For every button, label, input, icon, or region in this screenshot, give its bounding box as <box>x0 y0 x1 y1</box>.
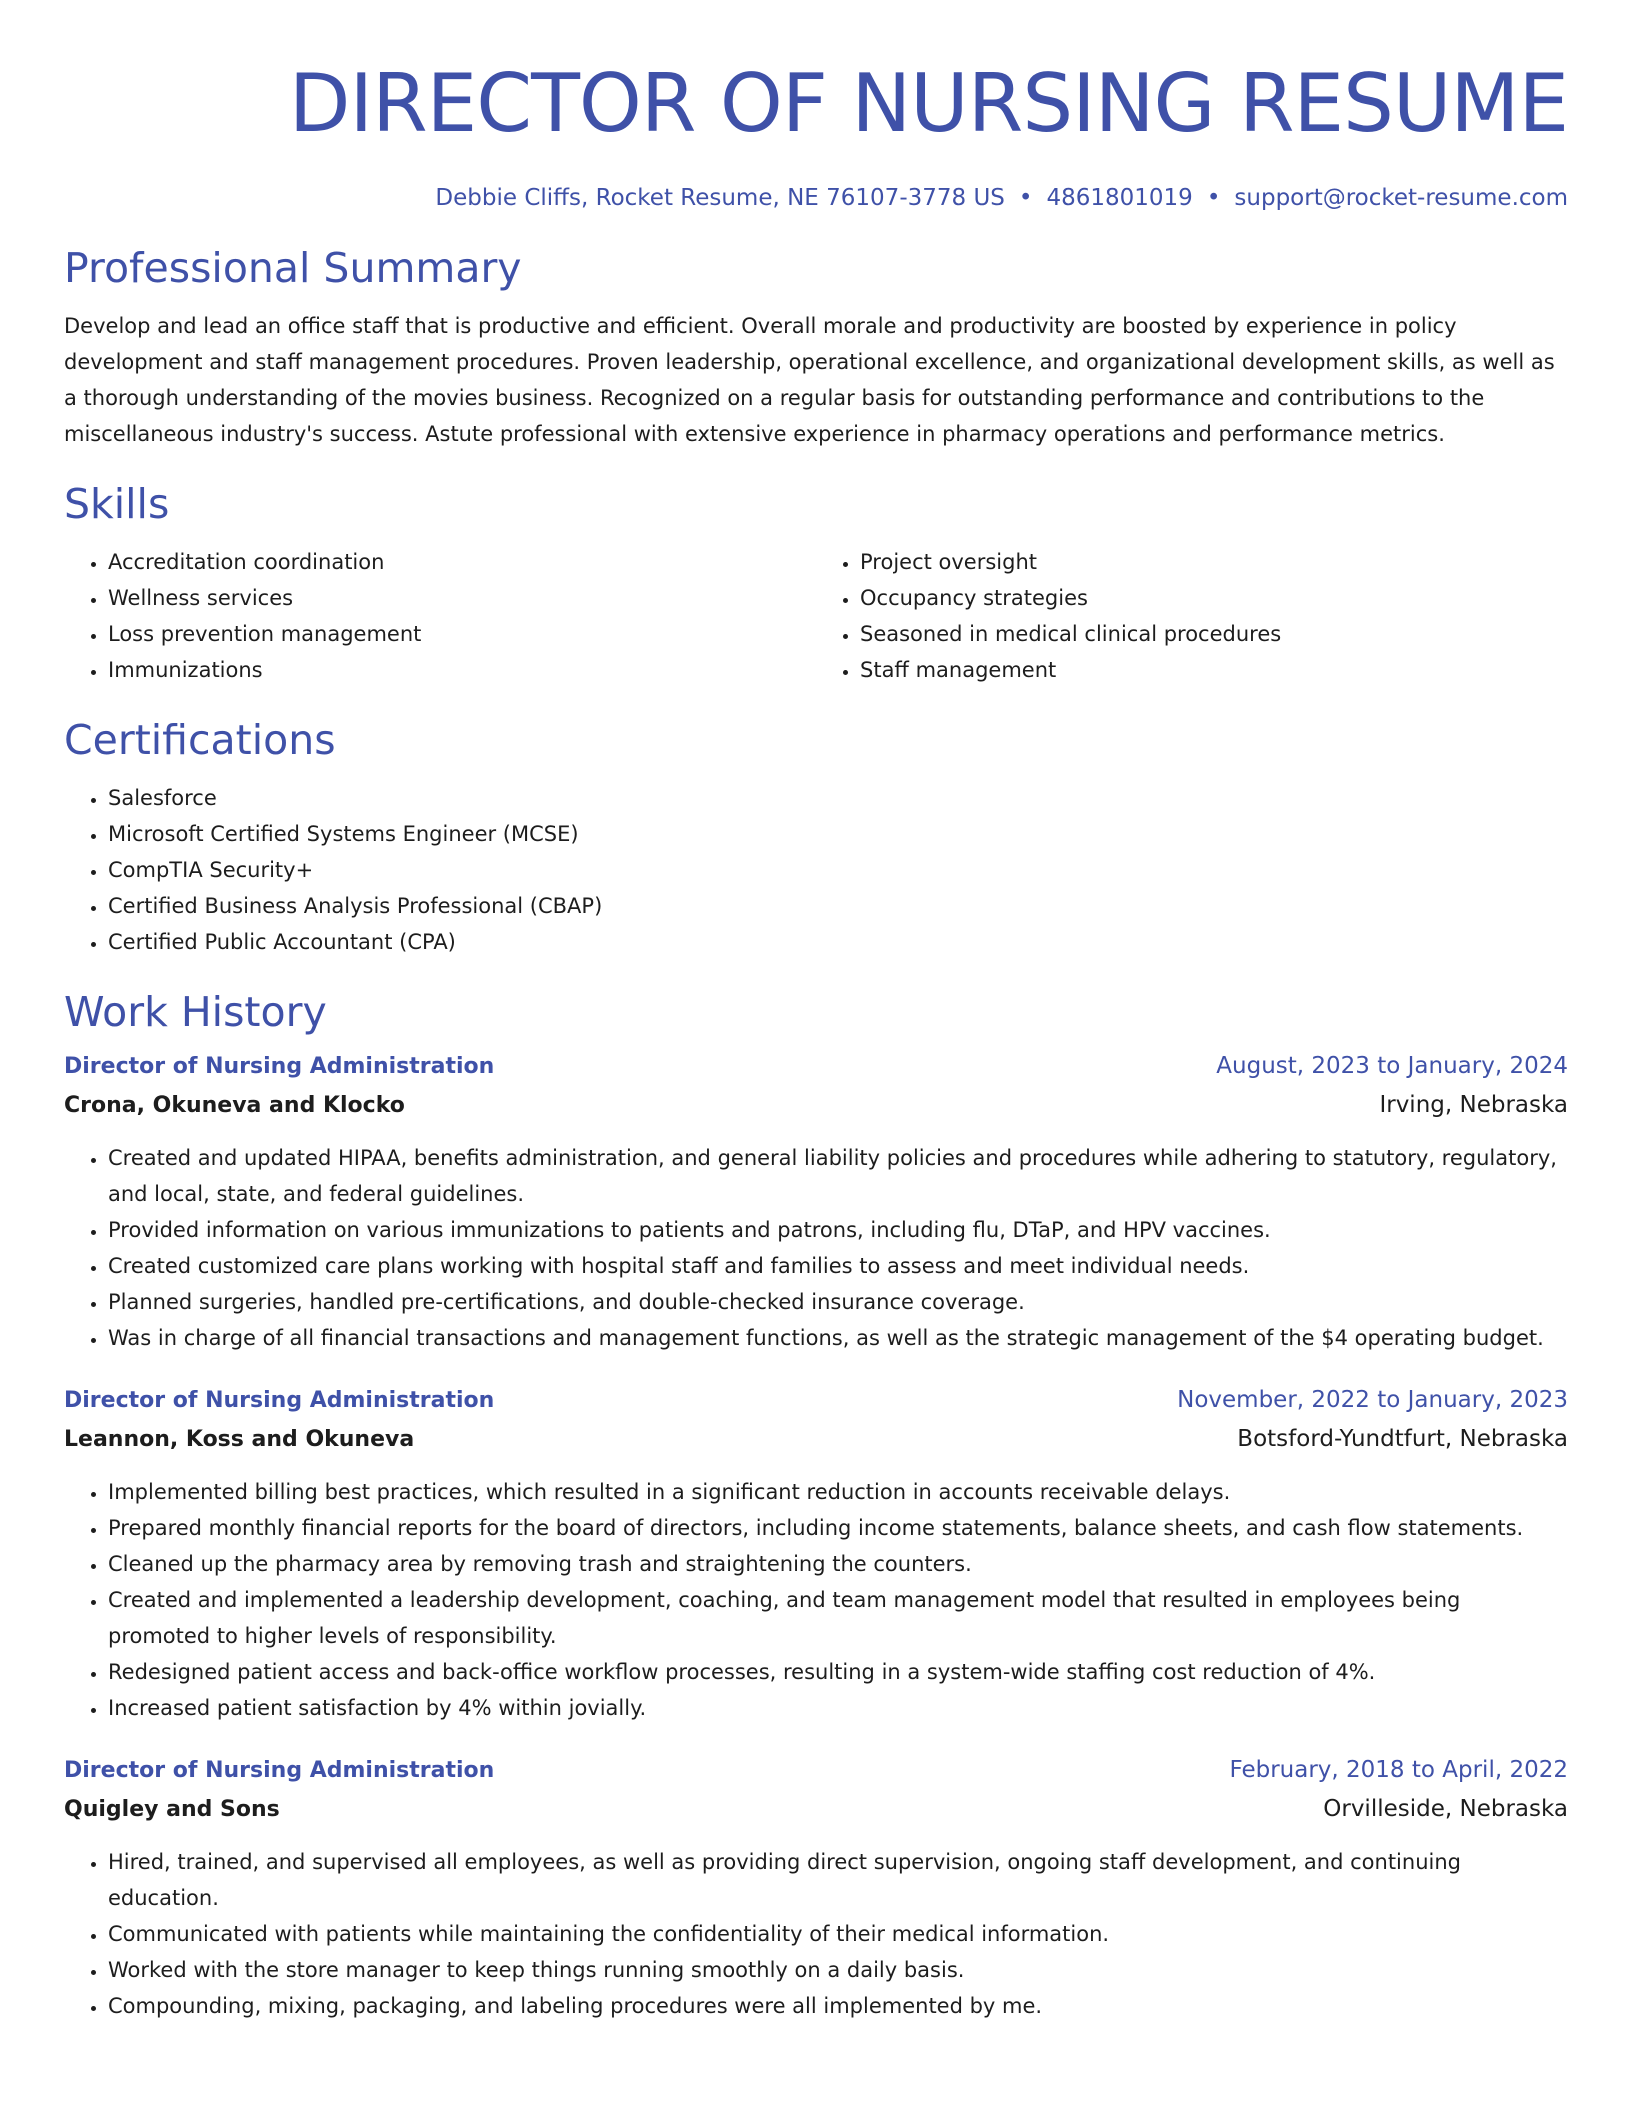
job-company: Quigley and Sons <box>64 1797 280 1822</box>
job-entry <box>64 1048 1568 1356</box>
skill-item: • Staff management <box>860 652 1568 688</box>
contact-separator: • <box>1206 185 1221 211</box>
job-bullets <box>64 1474 1568 1726</box>
job-bullet: • Cleaned up the pharmacy area by removing trash and straightening the counters. <box>108 1546 1568 1582</box>
job-title: Director of Nursing Administration <box>64 1054 495 1079</box>
skills-list-right <box>816 544 1568 688</box>
job-bullet: • Worked with the store manager to keep things running smoothly on a daily basis. <box>108 1952 1568 1988</box>
job-company-row <box>64 1419 1568 1460</box>
job-bullet: • Created customized care plans working with hospital staff and families to assess and meet individual needs. <box>108 1248 1568 1284</box>
job-bullet: • Increased patient satisfaction by 4% within jovially. <box>108 1690 1568 1726</box>
certification-item: • Certified Business Analysis Professional (CBAP) <box>108 888 1568 924</box>
certification-item: • CompTIA Security+ <box>108 852 1568 888</box>
contact-line <box>64 182 1568 214</box>
skill-item: • Accreditation coordination <box>108 544 816 580</box>
job-header-row <box>64 1048 1568 1085</box>
job-bullet: • Implemented billing best practices, which resulted in a significant reduction in accounts receivable delays. <box>108 1474 1568 1510</box>
skill-item: • Project oversight <box>860 544 1568 580</box>
summary-text: Develop and lead an office staff that is productive and efficient. Overall morale and productivity are boosted by experience in policy development and staff management procedures. Proven leadership, operational excellence, and organizational development skills, as well as a thorough understanding of the movies business. Recognized on a regular basis for outstanding performance and contributions to the miscellaneous industry's success. Astute professional with extensive experience in pharmacy operations and performance metrics. <box>64 314 1555 446</box>
job-header-row <box>64 1752 1568 1789</box>
contact-phone: 4861801019 <box>1046 185 1193 211</box>
work-history-section <box>64 986 1568 2024</box>
contact-address: Debbie Cliffs, Rocket Resume, NE 76107-3778 US <box>435 185 1005 211</box>
job-company: Leannon, Koss and Okuneva <box>64 1427 415 1452</box>
skill-item: • Immunizations <box>108 652 816 688</box>
contact-email[interactable]: support@rocket-resume.com <box>1234 185 1568 211</box>
job-bullets <box>64 1140 1568 1356</box>
certifications-heading: Certifications <box>64 716 336 764</box>
skill-item: • Loss prevention management <box>108 616 816 652</box>
job-bullet: • Created and updated HIPAA, benefits administration, and general liability policies and procedures while adhering to statutory, regulatory, and local, state, and federal guidelines. <box>108 1140 1568 1212</box>
job-bullet: • Planned surgeries, handled pre-certifications, and double-checked insurance coverage. <box>108 1284 1568 1320</box>
job-title: Director of Nursing Administration <box>64 1758 495 1783</box>
job-bullet: • Compounding, mixing, packaging, and labeling procedures were all implemented by me. <box>108 1988 1568 2024</box>
job-bullet: • Created and implemented a leadership development, coaching, and team management model that resulted in employees being promoted to higher levels of responsibility. <box>108 1582 1568 1654</box>
work-history-heading: Work History <box>64 988 327 1036</box>
job-title: Director of Nursing Administration <box>64 1388 495 1413</box>
skills-heading: Skills <box>64 480 170 528</box>
job-company-row <box>64 1789 1568 1830</box>
skills-section <box>64 478 1568 688</box>
resume-page <box>64 0 1568 2112</box>
job-dates: February, 2018 to April, 2022 <box>1229 1757 1568 1783</box>
certifications-section <box>64 714 1568 960</box>
certification-item: • Certified Public Accountant (CPA) <box>108 924 1568 960</box>
job-location: Botsford-Yundtfurt, Nebraska <box>1237 1426 1568 1452</box>
summary-section <box>64 242 1568 452</box>
job-location: Irving, Nebraska <box>1379 1092 1568 1118</box>
skill-item: • Wellness services <box>108 580 816 616</box>
job-bullet: • Provided information on various immunizations to patients and patrons, including flu, DTaP, and HPV vaccines. <box>108 1212 1568 1248</box>
certification-item: • Microsoft Certified Systems Engineer (MCSE) <box>108 816 1568 852</box>
job-bullet: • Was in charge of all financial transactions and management functions, as well as the strategic management of the $4 operating budget. <box>108 1320 1568 1356</box>
job-entry <box>64 1752 1568 2024</box>
resume-title: DIRECTOR OF NURSING RESUME <box>288 57 1568 150</box>
job-header-row <box>64 1382 1568 1419</box>
summary-heading: Professional Summary <box>64 244 522 292</box>
skill-item: • Seasoned in medical clinical procedures <box>860 616 1568 652</box>
skills-list-left <box>64 544 816 688</box>
job-bullets <box>64 1844 1568 2024</box>
contact-separator: • <box>1018 185 1033 211</box>
job-bullet: • Hired, trained, and supervised all employees, as well as providing direct supervision, ongoing staff development, and continuing education. <box>108 1844 1568 1916</box>
skills-grid <box>64 544 1568 688</box>
job-bullet: • Communicated with patients while maintaining the confidentiality of their medical information. <box>108 1916 1568 1952</box>
certification-item: • Salesforce <box>108 780 1568 816</box>
job-company: Crona, Okuneva and Klocko <box>64 1093 405 1118</box>
skill-item: • Occupancy strategies <box>860 580 1568 616</box>
certifications-list <box>64 780 1568 960</box>
job-bullet: • Prepared monthly financial reports for the board of directors, including income statements, balance sheets, and cash flow statements. <box>108 1510 1568 1546</box>
job-company-row <box>64 1085 1568 1126</box>
job-entry <box>64 1382 1568 1726</box>
job-bullet: • Redesigned patient access and back-office workflow processes, resulting in a system-wide staffing cost reduction of 4%. <box>108 1654 1568 1690</box>
job-location: Orvilleside, Nebraska <box>1323 1796 1568 1822</box>
job-dates: November, 2022 to January, 2023 <box>1177 1387 1568 1413</box>
job-dates: August, 2023 to January, 2024 <box>1216 1053 1568 1079</box>
